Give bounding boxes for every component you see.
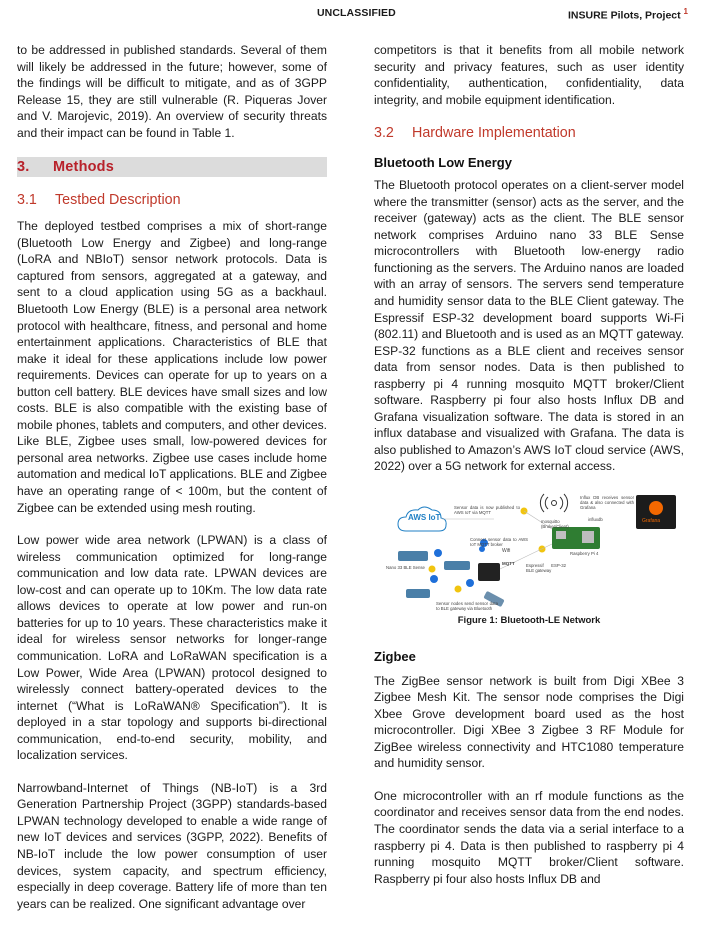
network-diagram bbox=[374, 489, 684, 612]
heading-ble: Bluetooth Low Energy bbox=[374, 155, 512, 171]
subsection-number: 3.1 bbox=[17, 192, 37, 209]
sensor-board bbox=[406, 589, 430, 598]
aws-note: Sensor data is now published to AWS IoT via MQTT bbox=[454, 505, 520, 516]
esp-note: Connect sensor data to AWS IoT MQTT broker bbox=[470, 537, 528, 548]
paragraph: Low power wide area network (LPWAN) is a class of wireless communication optimized for long-range communication and low data rate. LPWAN devices are low-cost and can operate up to 10Km. The low data rate allows devices to operate at low power and run-on batteries for up to 10 years. These characteristics make it ideal for wireless sensor networks for longer-range communication. LoRA and LoRaWAN specification is a Low Power, Wide Area (LPWAN) protocol designed to wirelessly connect battery-operated devices to the internet (“What is LoRaWAN® Specification”). It is deployed in a star topology and supports bi-directional communication, end-to-end security, mobility, and localization services. bbox=[17, 533, 327, 763]
paragraph: The ZigBee sensor network is built from Digi XBee 3 Zigbee Mesh Kit. The sensor node comprises the Digi Xbee Grove development board used as the host microcontroller. Digi XBee 3 Zigbee 3 RF Module for ZigBee wireless connectivity and HTC1080 temperature and humidity sensor. bbox=[374, 673, 684, 771]
bluetooth-icon bbox=[434, 549, 442, 557]
grafana-note: Influx DB receives sensor data & also connected with Grafana bbox=[580, 495, 634, 511]
mqtt-label: MQTT bbox=[502, 561, 515, 567]
left-column bbox=[17, 42, 327, 912]
mosquitto-label: mosquitto (Broker/Client) bbox=[541, 519, 569, 530]
aws-label: AWS IoT bbox=[408, 513, 441, 523]
subsection-number: 3.2 bbox=[374, 125, 394, 142]
section-heading-methods bbox=[17, 157, 327, 177]
paragraph: The deployed testbed comprises a mix of short-range (Bluetooth Low Energy and Zigbee) and long-range (LoRA and NBIoT) sensor network protocols. Data is captured from sensors, aggregated at a gateway, and sent to a cloud application using 5G as a backhaul. Bluetooth Low Energy (BLE) is a personal area network protocol with healthcare, fitness, and personal and home entertainment applications. Characteristics of BLE that make it ideal for these applications include low power requirements. Devices can operate for up to years on a button cell battery. BLE devices have small sizes and low costs. BLE is also compatible with the existing base of mobile phones, tablets and computers, and other devices. Like BLE, Zigbee uses small, low-powered devices for personal area networks. Zigbee use cases include home automation and medical IoT applications. BLE and Zigbee have an operating range of < 100m, but the content of Zigbee can be extended using mesh routing. bbox=[17, 219, 327, 515]
sensor-label: Nano 33 BLE Sense bbox=[386, 565, 425, 571]
figure-caption: Figure 1: Bluetooth-LE Network bbox=[457, 615, 601, 627]
bluetooth-icon bbox=[430, 575, 438, 583]
bluetooth-icon bbox=[466, 579, 474, 587]
paragraph: to be addressed in published standards. Several of them will likely be addressed in the future; however, some of the findings will be difficult to mitigate, and as of 3GPP Release 15, they are still vulnerable (R. Piqueras Jover and V. Marojevic, 2019). An overview of security threats and their impact can be found in Table 1. bbox=[17, 43, 327, 140]
sensor-board bbox=[398, 551, 428, 561]
page-header-project bbox=[568, 7, 688, 22]
project-label: INSURE Pilots, Project bbox=[568, 9, 681, 22]
wifi-label: Wifi bbox=[502, 548, 511, 555]
grafana-label: Grafana bbox=[642, 518, 661, 525]
esp32-label: Espressif ESP-32 BLE gateway bbox=[526, 563, 566, 574]
subsection-heading-testbed bbox=[17, 191, 327, 209]
esp32-board bbox=[478, 563, 500, 581]
sensor-note: Sensor nodes send sensor data to BLE gateway via Bluetooth bbox=[436, 601, 498, 612]
raspberry-pi-label: Raspberry Pi 4 bbox=[570, 551, 599, 557]
subsection-heading-hardware bbox=[374, 124, 684, 142]
heading-zigbee: Zigbee bbox=[374, 648, 416, 664]
influx-label: influxdb bbox=[588, 517, 603, 523]
broadcast-icon bbox=[540, 494, 567, 512]
paragraph: The Bluetooth protocol operates on a client-server model where the transmitter (sensor) acts as the server, and the receiver (gateway) acts as the client. The BLE sensor network comprises Arduino nano 33 BLE Sense microcontrollers with Bluetooth low-energy radio functioning as the servers. The Arduino nanos are loaded with an array of sensors. The servers send temperature and humidity sensor data to the BLE Client gateway. The Espressif ESP-32 development board supports Wi-Fi (802.11) and Bluetooth and is used as an MQTT gateway. ESP-32 functions as a BLE client and receives sensor data from sensor nodes. Data is then published to raspberry pi 4 running mosquito MQTT broker/Client software. Raspberry pi four also hosts Influx DB and Grafana visualization software. The data is stored in an influx database and visualized with Grafana. The data is also published to Amazon’s AWS IoT cloud service (AWS, 2022) over a 5G network for external access. bbox=[374, 178, 684, 474]
page-number: 1 bbox=[683, 7, 688, 16]
classification-label: UNCLASSIFIED bbox=[317, 7, 396, 19]
section-number: 3. bbox=[17, 159, 30, 176]
sensor-board bbox=[444, 561, 470, 570]
paragraph: Narrowband-Internet of Things (NB-IoT) is a 3rd Generation Partnership Project (3GPP) standards-based LPWAN technology developed to enable a wide range of new IoT devices and services (3GPP, 2022). Benefits of NB-IoT include the low power consumption of user devices, system capacity, and spectrum efficiency, especially in deep coverage. Battery life of more than ten years can be realized. One significant advantage over bbox=[17, 780, 327, 911]
paragraph: competitors is that it benefits from all mobile network security and privacy features, such as user identity confidentiality, authentication, confidentiality, data integrity, and mobile equipment identification. bbox=[374, 43, 684, 107]
subsection-title: Hardware Implementation bbox=[412, 125, 576, 142]
paragraph: One microcontroller with an rf module functions as the coordinator and receives sensor data from the end nodes. The coordinator sends the data via a serial interface to a raspberry pi 4. Data is then published to raspberry pi 4 running mosquito MQTT broker/Client software. Raspberry pi four also hosts Influx DB and bbox=[374, 788, 684, 886]
subsection-title: Testbed Description bbox=[55, 192, 181, 209]
right-column bbox=[374, 42, 684, 887]
section-title: Methods bbox=[53, 159, 115, 176]
figure-ble-network bbox=[374, 489, 684, 612]
